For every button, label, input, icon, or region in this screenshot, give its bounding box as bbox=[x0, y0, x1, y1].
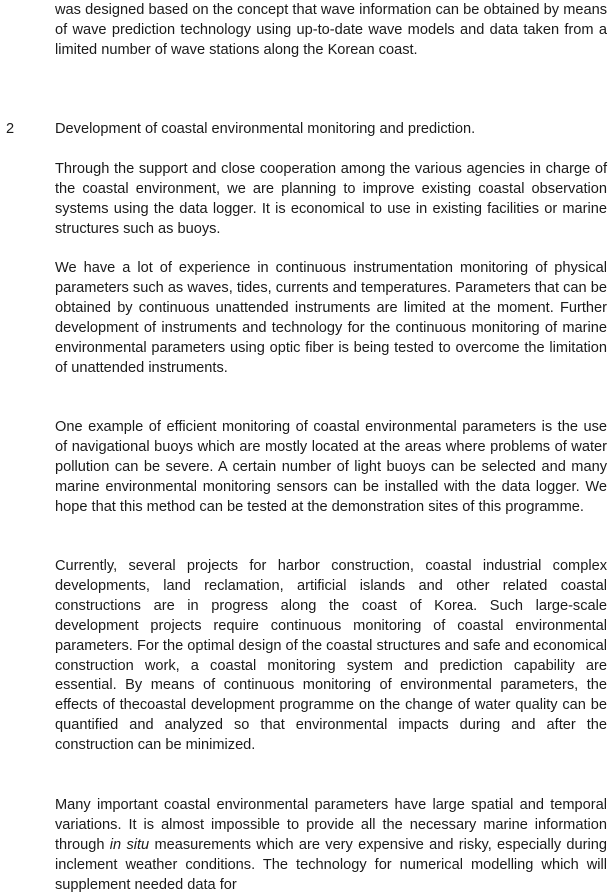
section-number: 2 bbox=[6, 121, 15, 137]
section-heading: Development of coastal environmental monitoring and prediction. bbox=[55, 121, 476, 137]
paragraph-wave-information: was designed based on the concept that wave information can be obtained by means of wave prediction technology using up-to-date wave models and data taken from a limited number of wave stations along the Korean coast. bbox=[55, 2, 607, 58]
paragraph-navigational-buoys: One example of efficient monitoring of coastal environmental parameters is the use of navigational buoys which are mostly located at the areas where problems of water pollution can be severe. A certain number of light buoys can be selected and many marine environmental monitoring sensors can be installed with the data logger. We hope that this method can be tested at the demonstration sites of this programme. bbox=[55, 419, 607, 515]
italic-term-in-situ: in situ bbox=[109, 836, 150, 853]
paragraph-text-start: Many important coastal environmental parameters have large spatial and temporal variations. It is almost impossible to provide all the necessary marine information through bbox=[55, 797, 607, 853]
paragraph-text-end: measurements which are very expensive and risky, especially during inclement weather conditions. The technology for numerical modelling which will supplement needed data for bbox=[55, 836, 607, 893]
paragraph-parameter-variations bbox=[55, 796, 607, 896]
paragraph-experience: We have a lot of experience in continuous instrumentation monitoring of physical parameters such as waves, tides, currents and temperatures. Parameters that can be obtained by continuous unattended instruments are limited at the moment. Further development of instruments and technology for the continuous monitoring of marine environmental parameters using optic fiber is being tested to overcome the limitation of unattended instruments. bbox=[55, 260, 607, 376]
paragraph-construction-projects: Currently, several projects for harbor construction, coastal industrial complex developments, land reclamation, artificial islands and other related coastal constructions are in progress along the coast of Korea. Such large-scale development projects require continuous monitoring of coastal environmental parameters. For the optimal design of the coastal structures and safe and economical construction work, a coastal monitoring system and prediction capability are essential. By means of continuous monitoring of environmental parameters, the effects of thecoastal development programme on the change of water quality can be quantified and analyzed so that environmental impacts during and after the construction can be minimized. bbox=[55, 558, 607, 754]
paragraph-cooperation: Through the support and close cooperation among the various agencies in charge of the coastal environment, we are planning to improve existing coastal observation systems using the data logger. It is economical to use in existing facilities or marine structures such as buoys. bbox=[55, 161, 607, 237]
